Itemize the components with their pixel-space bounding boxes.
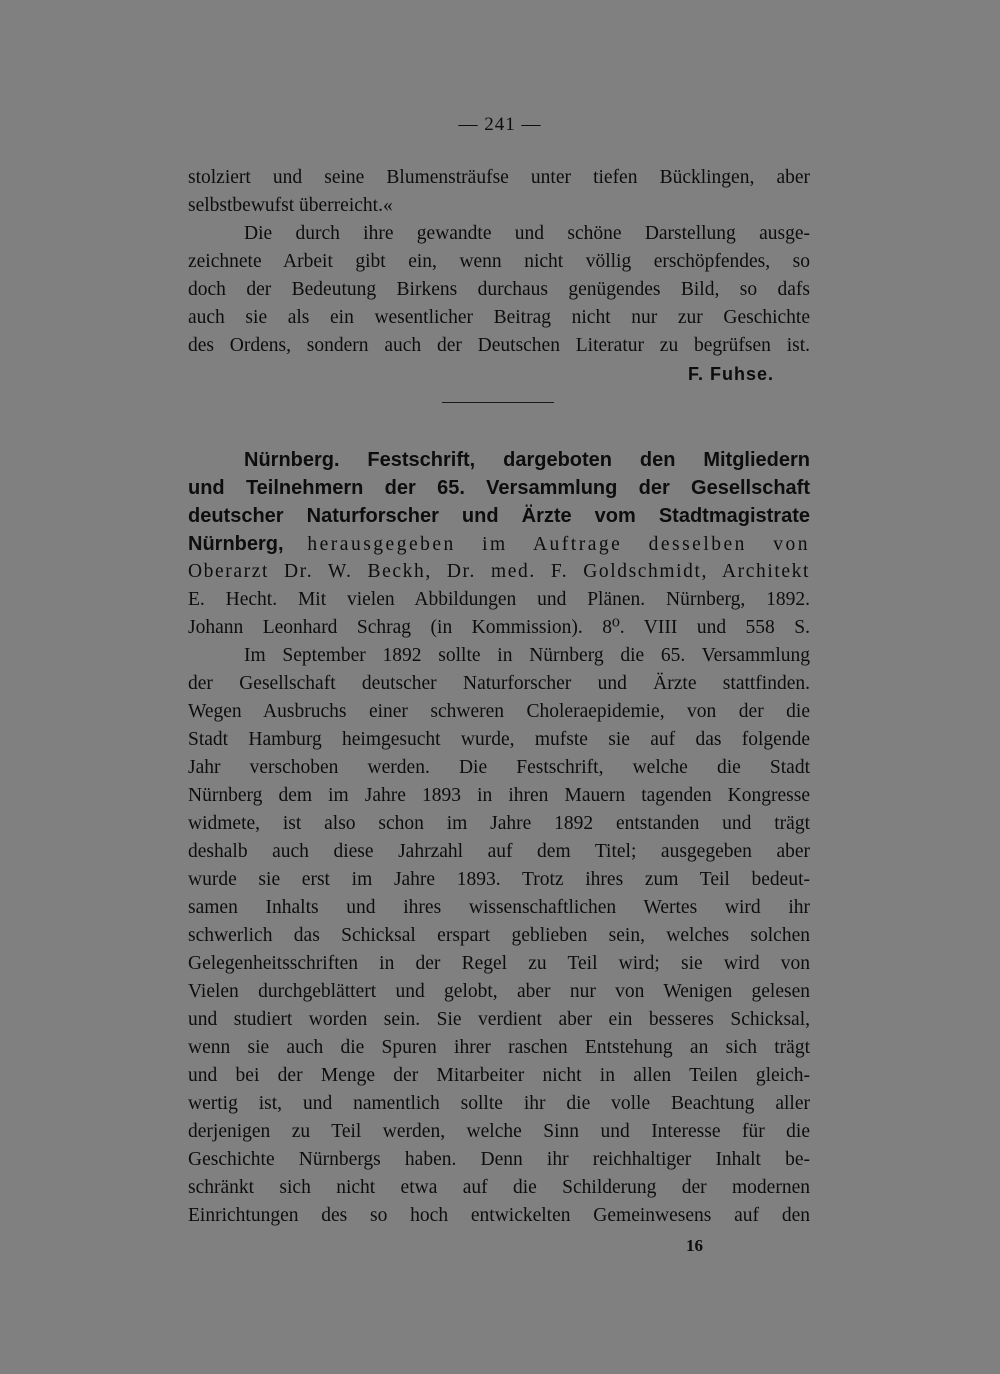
paragraph-line: selbstbewufst überreicht.« <box>188 195 393 216</box>
heading-bold-start: Nürnberg, <box>188 533 284 555</box>
reviewer-signature: F. Fuhse. <box>687 364 774 384</box>
paragraph-line: wurde sie erst im Jahre 1893. Trotz ihres zum Teil bedeut- <box>188 869 810 890</box>
paragraph-line: Die durch ihre gewandte und schöne Darstellung ausge- <box>244 223 810 244</box>
paragraph-line: Gelegenheitsschriften in der Regel zu Teil wird; sie wird von <box>188 953 810 974</box>
paragraph-line: deshalb auch diese Jahrzahl auf dem Titel; ausgegeben aber <box>188 841 810 862</box>
paragraph-line: Jahr verschoben werden. Die Festschrift, welche die Stadt <box>188 757 810 778</box>
heading-line <box>188 530 810 558</box>
heading-line: Johann Leonhard Schrag (in Kommission). 8⁰. VIII und 558 S. <box>188 617 810 638</box>
paragraph-line: doch der Bedeutung Birkens durchaus genügendes Bild, so dafs <box>188 279 810 300</box>
signature-mark: 16 <box>686 1236 703 1255</box>
heading-spaced-text: herausgegeben im Auftrage desselben von <box>307 534 810 555</box>
paragraph-line: und bei der Menge der Mitarbeiter nicht in allen Teilen gleich- <box>188 1065 810 1086</box>
paragraph-line: derjenigen zu Teil werden, welche Sinn und Interesse für die <box>188 1121 810 1142</box>
paragraph-line: Stadt Hamburg heimgesucht wurde, mufste sie auf das folgende <box>188 729 810 750</box>
paragraph-line: Nürnberg dem im Jahre 1893 in ihren Mauern tagenden Kongresse <box>188 785 810 806</box>
paragraph-line: schwerlich das Schicksal erspart geblieben sein, welches solchen <box>188 925 810 946</box>
review-1 <box>188 164 810 388</box>
paragraph-line: Im September 1892 sollte in Nürnberg die 65. Versammlung <box>244 645 810 666</box>
heading-line: und Teilnehmern der 65. Versammlung der Gesellschaft <box>188 477 810 499</box>
section-divider <box>442 402 554 403</box>
paragraph-line: Geschichte Nürnbergs haben. Denn ihr reichhaltiger Inhalt be- <box>188 1149 810 1170</box>
heading-line: Nürnberg. Festschrift, dargeboten den Mitgliedern <box>244 449 810 471</box>
paragraph-line: Einrichtungen des so hoch entwickelten Gemeinwesens auf den <box>188 1205 810 1226</box>
paragraph-line: schränkt sich nicht etwa auf die Schilderung der modernen <box>188 1177 810 1198</box>
review-2-heading <box>188 446 810 642</box>
paragraph-line: wenn sie auch die Spuren ihrer raschen Entstehung an sich trägt <box>188 1037 810 1058</box>
paragraph-line: und studiert worden sein. Sie verdient aber ein besseres Schicksal, <box>188 1009 810 1030</box>
page-number: — 241 — <box>458 114 542 135</box>
paragraph-line: Vielen durchgeblättert und gelobt, aber nur von Wenigen gelesen <box>188 981 810 1002</box>
paragraph-line: des Ordens, sondern auch der Deutschen Literatur zu begrüfsen ist. <box>188 335 810 356</box>
heading-line: Oberarzt Dr. W. Beckh, Dr. med. F. Goldschmidt, Architekt <box>188 561 810 582</box>
paragraph-line: wertig ist, und namentlich sollte ihr die volle Beachtung aller <box>188 1093 810 1114</box>
heading-line: E. Hecht. Mit vielen Abbildungen und Plänen. Nürnberg, 1892. <box>188 589 810 610</box>
review-2-body <box>188 642 810 1230</box>
heading-line: deutscher Naturforscher und Ärzte vom Stadtmagistrate <box>188 505 810 527</box>
paragraph-line: auch sie als ein wesentlicher Beitrag nicht nur zur Geschichte <box>188 307 810 328</box>
paragraph-line: stolziert und seine Blumensträufse unter tiefen Bücklingen, aber <box>188 167 810 188</box>
paragraph-line: der Gesellschaft deutscher Naturforscher und Ärzte stattfinden. <box>188 673 810 694</box>
paragraph-line: Wegen Ausbruchs einer schweren Choleraepidemie, von der die <box>188 701 810 722</box>
paragraph-line: zeichnete Arbeit gibt ein, wenn nicht völlig erschöpfendes, so <box>188 251 810 272</box>
paragraph-line: samen Inhalts und ihres wissenschaftlichen Wertes wird ihr <box>188 897 810 918</box>
paragraph-line: widmete, ist also schon im Jahre 1892 entstanden und trägt <box>188 813 810 834</box>
